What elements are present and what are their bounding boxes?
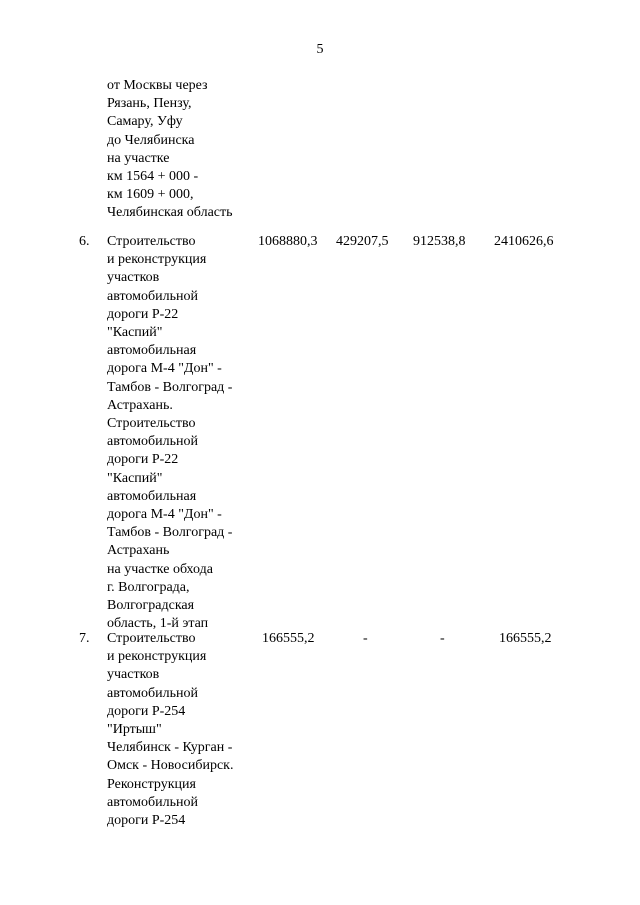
text-line: Волгоградская <box>107 598 195 614</box>
text-line: автомобильной <box>107 288 198 304</box>
text-line: Тамбов - Волгоград - <box>107 525 233 541</box>
value-col-1: 166555,2 <box>262 631 315 646</box>
text-line: и реконструкция <box>107 649 207 665</box>
text-line: дороги Р-22 <box>107 306 179 322</box>
text-line: на участке <box>107 150 170 166</box>
value-col-2: - <box>363 631 368 646</box>
text-line: до Челябинска <box>107 132 195 148</box>
text-line: автомобильная <box>107 343 197 359</box>
value-col-total: 2410626,6 <box>494 234 554 249</box>
continuation-description <box>107 77 257 223</box>
text-line: от Москвы через <box>107 78 208 93</box>
text-line: автомобильная <box>107 488 197 504</box>
page-number: 5 <box>316 42 324 57</box>
text-line: Астрахань <box>107 543 170 559</box>
text-line: Рязань, Пензу, <box>107 96 192 112</box>
text-line: дороги Р-22 <box>107 452 179 468</box>
text-line: км 1564 + 000 - <box>107 169 199 185</box>
text-line: Омск - Новосибирск. <box>107 758 234 774</box>
text-line: дороги Р-254 <box>107 703 186 719</box>
row-description <box>107 233 257 633</box>
value-col-3: 912538,8 <box>413 234 466 249</box>
text-line: Астрахань. <box>107 397 173 413</box>
text-line: Челябинск - Курган - <box>107 740 233 756</box>
text-line: Самару, Уфу <box>107 114 183 130</box>
text-line: дороги Р-254 <box>107 813 186 829</box>
text-line: участков <box>107 270 160 286</box>
text-line: Челябинская область <box>107 205 233 221</box>
text-line: на участке обхода <box>107 561 213 577</box>
text-line: автомобильной <box>107 685 198 701</box>
text-line: Строительство <box>107 631 196 646</box>
value-col-2: 429207,5 <box>336 234 389 249</box>
text-line: Строительство <box>107 416 196 432</box>
row-number: 6. <box>79 234 90 249</box>
text-line: км 1609 + 000, <box>107 187 194 203</box>
text-line: и реконструкция <box>107 252 207 268</box>
text-line: автомобильной <box>107 794 198 810</box>
text-line: Строительство <box>107 234 196 249</box>
value-col-total: 166555,2 <box>499 631 552 646</box>
row-number: 7. <box>79 631 90 646</box>
text-line: автомобильной <box>107 434 198 450</box>
text-line: г. Волгограда, <box>107 579 190 595</box>
value-col-3: - <box>440 631 445 646</box>
text-line: "Иртыш" <box>107 722 162 738</box>
text-line: область, 1-й этап <box>107 616 209 632</box>
value-col-1: 1068880,3 <box>258 234 318 249</box>
text-line: участков <box>107 667 160 683</box>
text-line: Реконструкция <box>107 776 196 792</box>
text-line: дорога М-4 "Дон" - <box>107 507 222 523</box>
text-line: "Каспий" <box>107 470 163 486</box>
text-line: дорога М-4 "Дон" - <box>107 361 222 377</box>
text-line: Тамбов - Волгоград - <box>107 379 233 395</box>
text-line: "Каспий" <box>107 325 163 341</box>
row-description <box>107 630 257 830</box>
